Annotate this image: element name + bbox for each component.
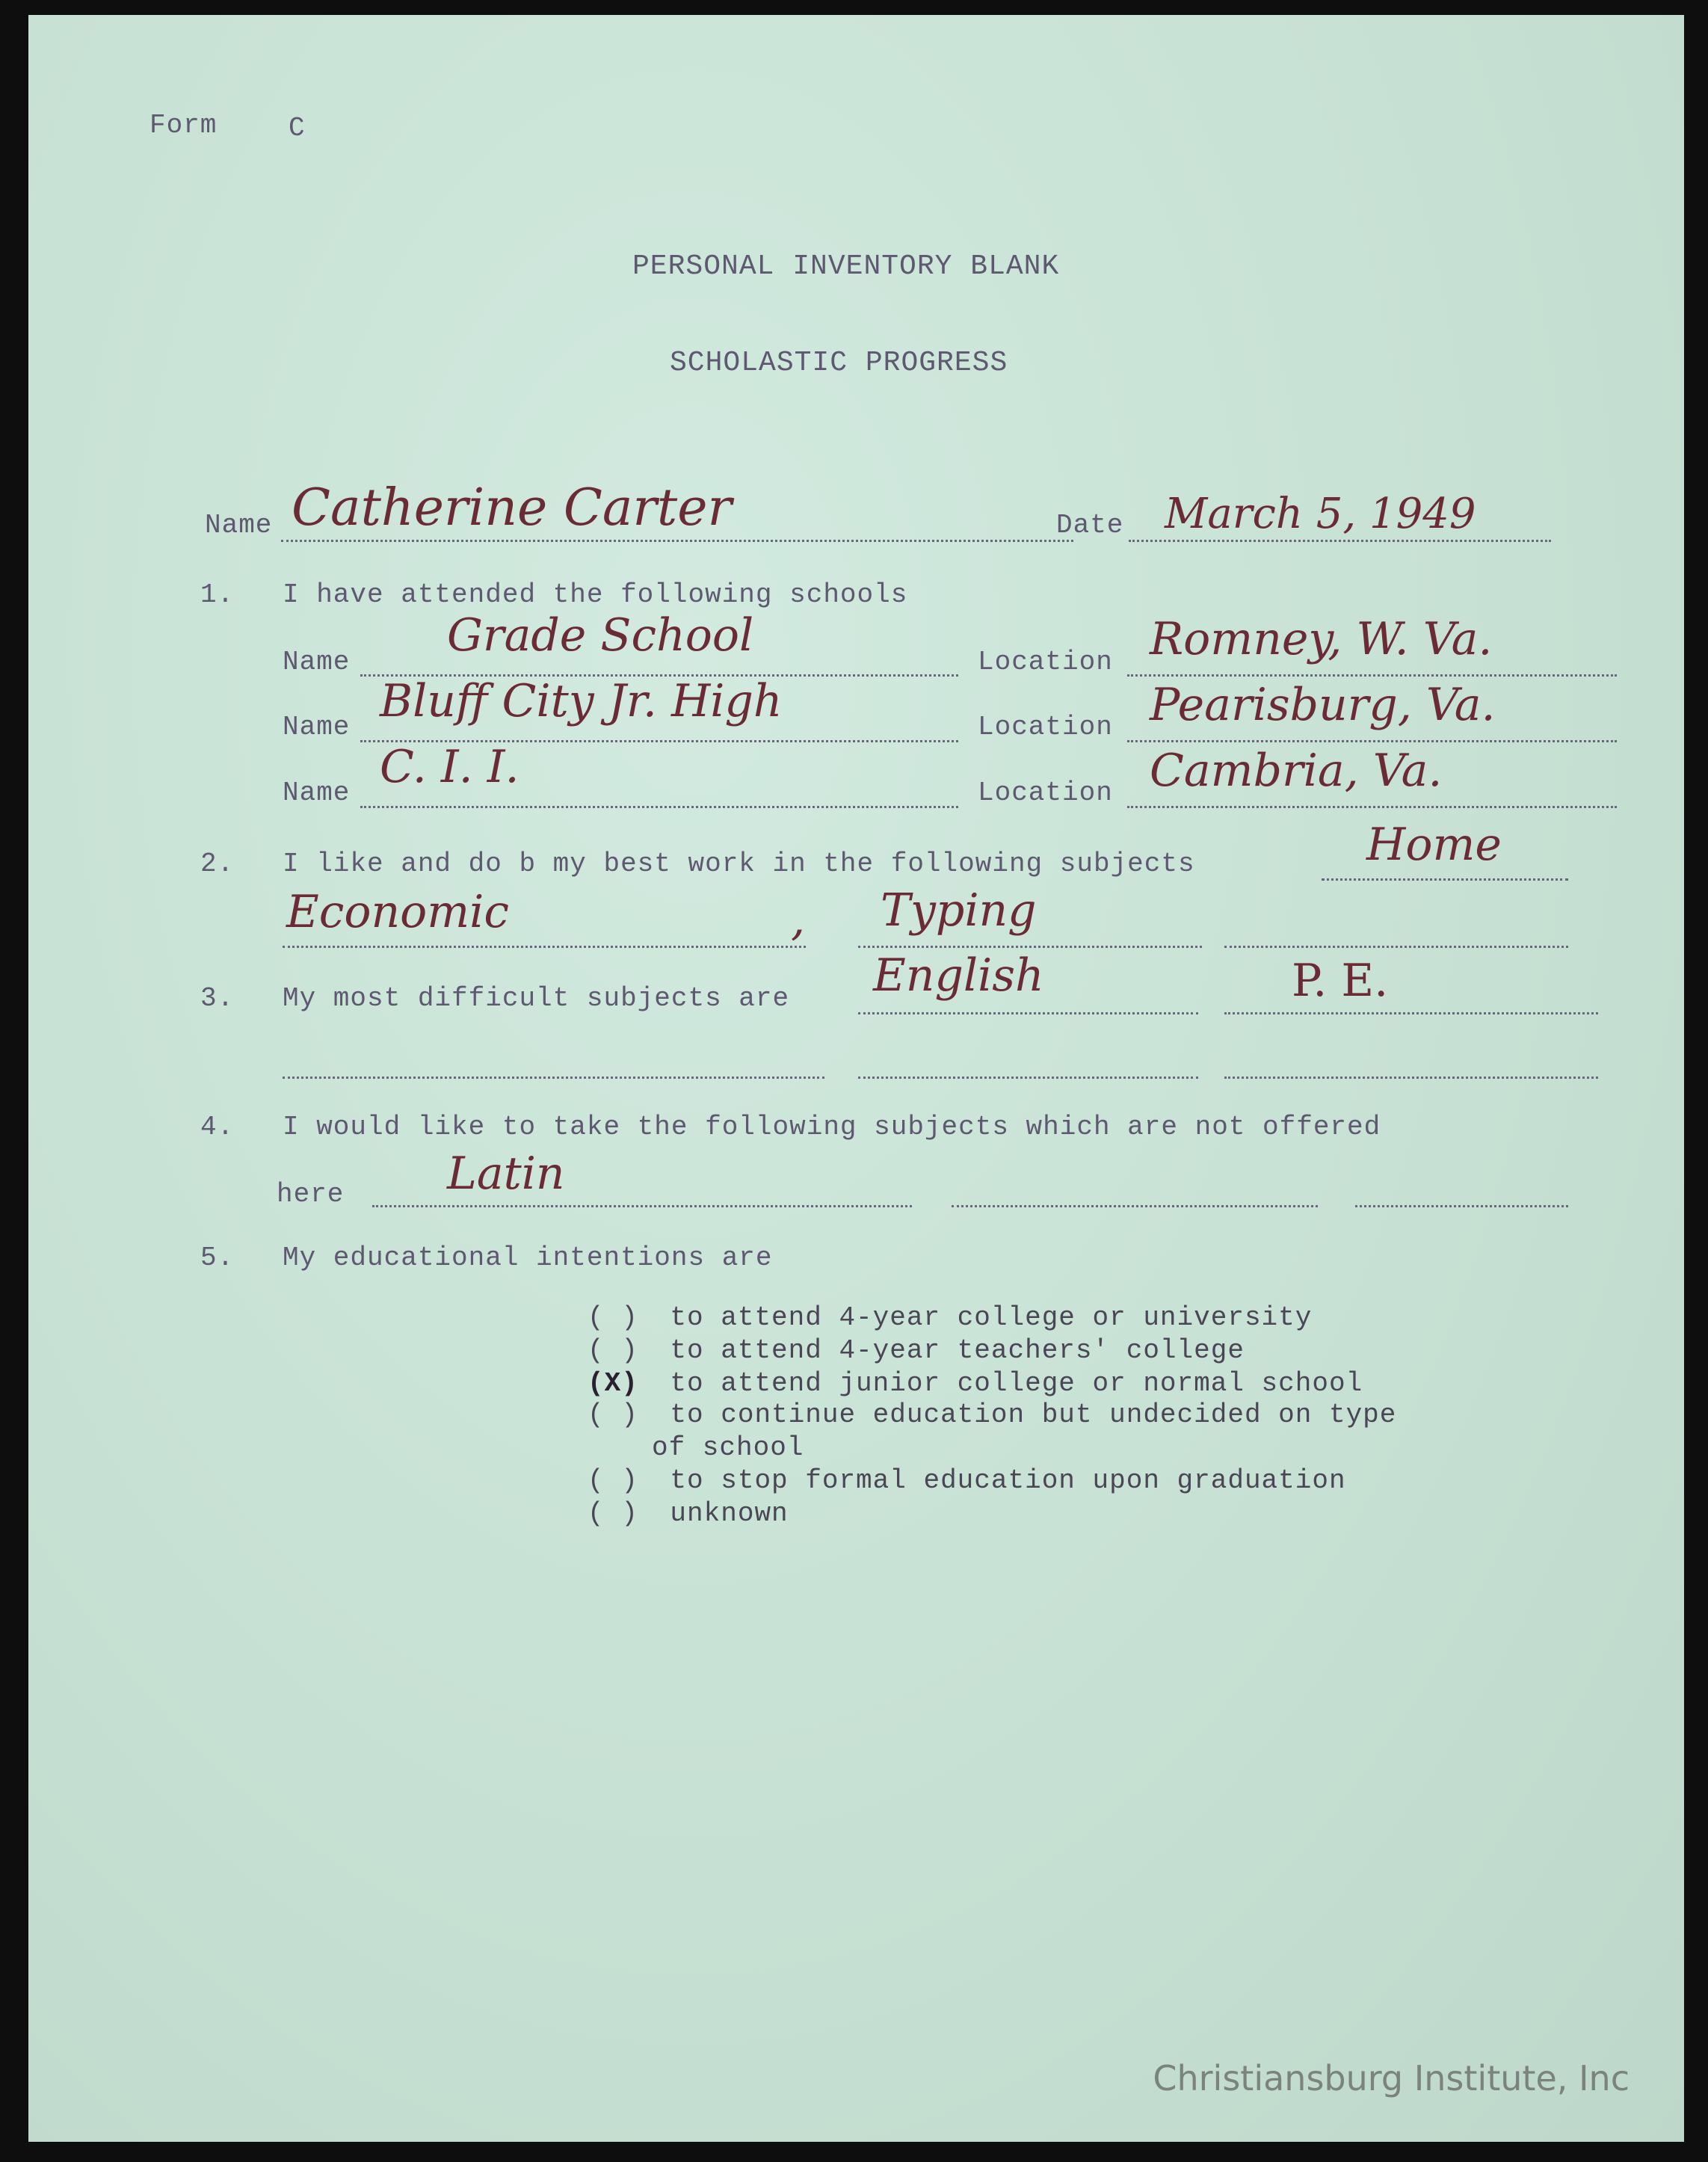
q5-option-6-box[interactable]: ( ) [588, 1498, 638, 1529]
q2-answer-separator: , [791, 893, 806, 946]
q5-option-1[interactable] [588, 1302, 1313, 1333]
q5-option-5-box[interactable]: ( ) [588, 1465, 638, 1496]
q3-line-1 [858, 1012, 1198, 1014]
q2-line-3 [858, 946, 1202, 948]
q4-text: I would like to take the following subjects which are not offered [283, 1112, 1381, 1142]
name-line [281, 540, 1073, 542]
q3-number: 3. [200, 983, 235, 1014]
q1-row3-location-value: Cambria, Va. [1150, 745, 1443, 797]
form-label: Form [149, 110, 218, 141]
q1-row3-name-line [360, 806, 958, 808]
q2-answer-2: Economic [286, 886, 509, 938]
q5-option-6-label: unknown [670, 1498, 789, 1529]
q1-row3-location-line [1127, 806, 1617, 808]
q4-line-3 [1355, 1205, 1568, 1207]
q3-line-5 [1224, 1077, 1598, 1079]
q5-option-2-box[interactable]: ( ) [588, 1335, 638, 1366]
q2-text: I like and do b my best work in the following subjects [283, 849, 1195, 879]
form-letter: C [289, 113, 306, 144]
form-title: PERSONAL INVENTORY BLANK [632, 250, 1060, 283]
q2-line-2 [283, 946, 806, 948]
q1-row1-name-label: Name [283, 647, 351, 677]
q5-option-5[interactable] [588, 1467, 1346, 1494]
q1-row2-name-label: Name [283, 712, 351, 742]
q1-text: I have attended the following schools [283, 579, 908, 610]
q5-option-4-box[interactable]: ( ) [588, 1399, 638, 1430]
q4-answer-1: Latin [447, 1148, 565, 1200]
watermark: Christiansburg Institute, Inc [1153, 2058, 1630, 2098]
q5-option-2-label: to attend 4-year teachers' college [670, 1335, 1245, 1366]
q1-row3-name-value: C. I. I. [380, 741, 520, 793]
q1-row2-name-value: Bluff City Jr. High [380, 675, 783, 727]
q3-answer-2: P. E. [1292, 955, 1389, 1007]
form-sheet [28, 15, 1684, 2142]
q1-row1-location-value: Romney, W. Va. [1150, 613, 1493, 665]
q2-answer-3: Typing [881, 884, 1037, 937]
q1-row3-location-label: Location [978, 777, 1113, 808]
q2-number: 2. [200, 849, 235, 879]
q1-row2-location-line [1127, 740, 1617, 742]
q4-line-2 [952, 1205, 1318, 1207]
q5-option-3[interactable] [588, 1370, 1363, 1397]
q5-option-4-continued [652, 1432, 804, 1463]
q4-line-1 [372, 1205, 912, 1207]
q1-row1-location-line [1127, 674, 1617, 677]
q5-number: 5. [200, 1242, 235, 1273]
q5-options [588, 1302, 1559, 1551]
q5-text: My educational intentions are [283, 1242, 773, 1273]
q4-text-here: here [277, 1179, 345, 1210]
q5-option-3-label: to attend junior college or normal school [670, 1368, 1363, 1399]
q4-number: 4. [200, 1112, 235, 1142]
q3-line-3 [283, 1077, 824, 1079]
name-value: Catherine Carter [292, 478, 732, 538]
q5-option-2[interactable] [588, 1337, 1245, 1364]
q3-text: My most difficult subjects are [283, 983, 790, 1014]
q5-option-3-box[interactable]: (X) [588, 1368, 638, 1399]
q1-row2-location-label: Location [978, 712, 1113, 742]
q1-row1-location-label: Location [978, 647, 1113, 677]
q5-option-1-label: to attend 4-year college or university [670, 1302, 1313, 1333]
date-label: Date [1056, 510, 1124, 540]
name-label: Name [205, 510, 273, 540]
q5-option-1-box[interactable]: ( ) [588, 1302, 638, 1333]
q5-option-4-label: to continue education but undecided on type [670, 1399, 1397, 1430]
q5-option-6[interactable] [588, 1500, 789, 1527]
q3-line-4 [858, 1077, 1198, 1079]
q5-option-4[interactable] [588, 1399, 1397, 1430]
date-line [1129, 540, 1551, 542]
q5-option-5-label: to stop formal education upon graduation [670, 1465, 1346, 1496]
q1-row1-name-value: Grade School [447, 609, 754, 662]
date-value: March 5, 1949 [1165, 490, 1476, 538]
q3-answer-1: English [873, 949, 1044, 1002]
q5-option-4-label-continued: of school [652, 1432, 804, 1463]
q2-answer-1: Home [1366, 819, 1502, 871]
form-subtitle: SCHOLASTIC PROGRESS [670, 347, 1008, 379]
q1-number: 1. [200, 579, 235, 610]
q1-row3-name-label: Name [283, 777, 351, 808]
q3-line-2 [1224, 1012, 1598, 1014]
q2-line-1 [1322, 878, 1568, 881]
q1-row2-location-value: Pearisburg, Va. [1150, 679, 1496, 731]
q2-line-4 [1224, 946, 1568, 948]
